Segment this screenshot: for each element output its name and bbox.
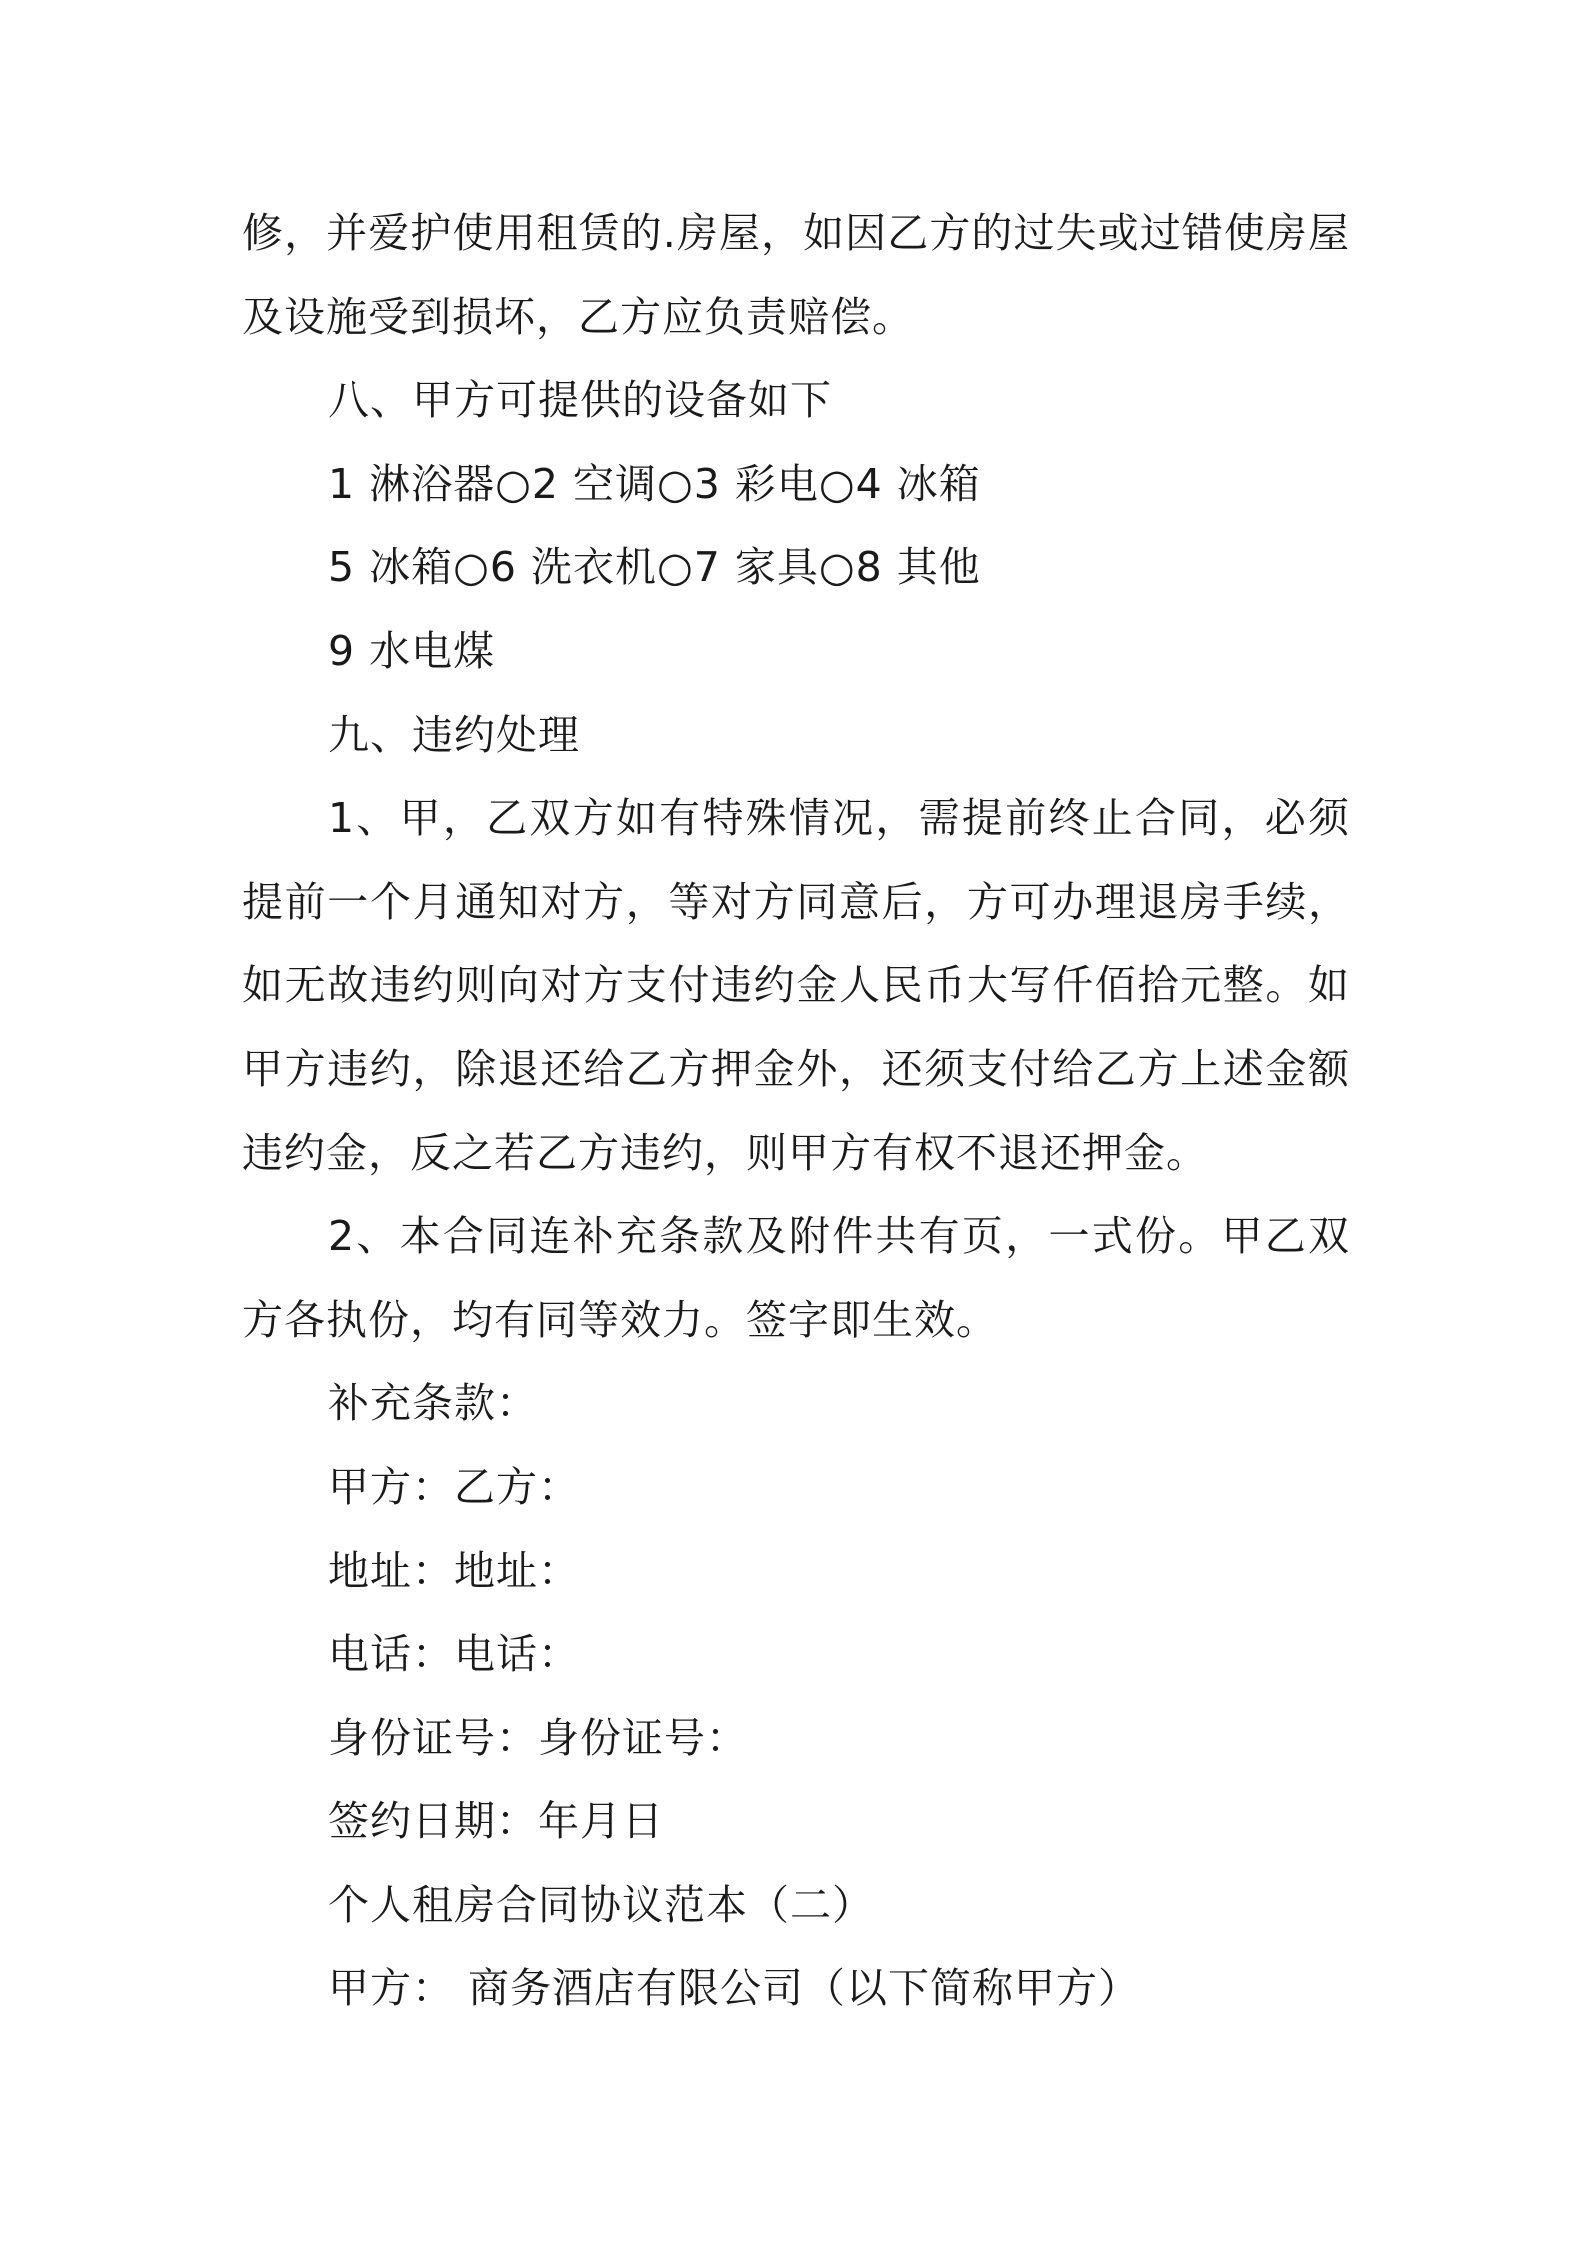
signing-date-field: 签约日期：年月日	[328, 1797, 664, 1846]
paragraph-line: 及设施受到损坏，乙方应负责赔偿。	[242, 292, 914, 341]
equipment-line: 9 水电煤	[328, 626, 496, 675]
party-names-field: 甲方：乙方：	[328, 1462, 580, 1511]
paragraph-line: 1、甲，乙双方如有特殊情况，需提前终止合同，必须	[328, 794, 1350, 843]
equipment-line: 1 淋浴器○2 空调○3 彩电○4 冰箱	[328, 459, 981, 508]
contract-title: 个人租房合同协议范本（二）	[328, 1880, 874, 1929]
paragraph-line: 甲方违约，除退还给乙方押金外，还须支付给乙方上述金额	[242, 1044, 1350, 1093]
party-a-line: 甲方： 商务酒店有限公司（以下简称甲方）	[328, 1964, 1141, 2013]
phone-field: 电话：电话：	[328, 1630, 580, 1679]
paragraph-line: 提前一个月通知对方，等对方同意后，方可办理退房手续，	[242, 877, 1350, 926]
section-heading: 八、甲方可提供的设备如下	[328, 376, 832, 425]
address-field: 地址：地址：	[328, 1546, 580, 1595]
paragraph-line: 违约金，反之若乙方违约，则甲方有权不退还押金。	[242, 1128, 1208, 1177]
paragraph-line: 方各执份，均有同等效力。签字即生效。	[242, 1295, 998, 1344]
supplementary-terms-label: 补充条款：	[328, 1379, 538, 1428]
equipment-line: 5 冰箱○6 洗衣机○7 家具○8 其他	[328, 543, 981, 592]
document-body	[242, 192, 1350, 2031]
paragraph-line: 如无故违约则向对方支付违约金人民币大写仟佰拾元整。如	[242, 961, 1350, 1010]
paragraph-line: 2、本合同连补充条款及附件共有页，一式份。甲乙双	[328, 1212, 1350, 1261]
paragraph-line: 修，并爱护使用租赁的.房屋，如因乙方的过失或过错使房屋	[242, 209, 1350, 257]
section-heading: 九、违约处理	[328, 710, 580, 759]
id-number-field: 身份证号：身份证号：	[328, 1713, 748, 1762]
